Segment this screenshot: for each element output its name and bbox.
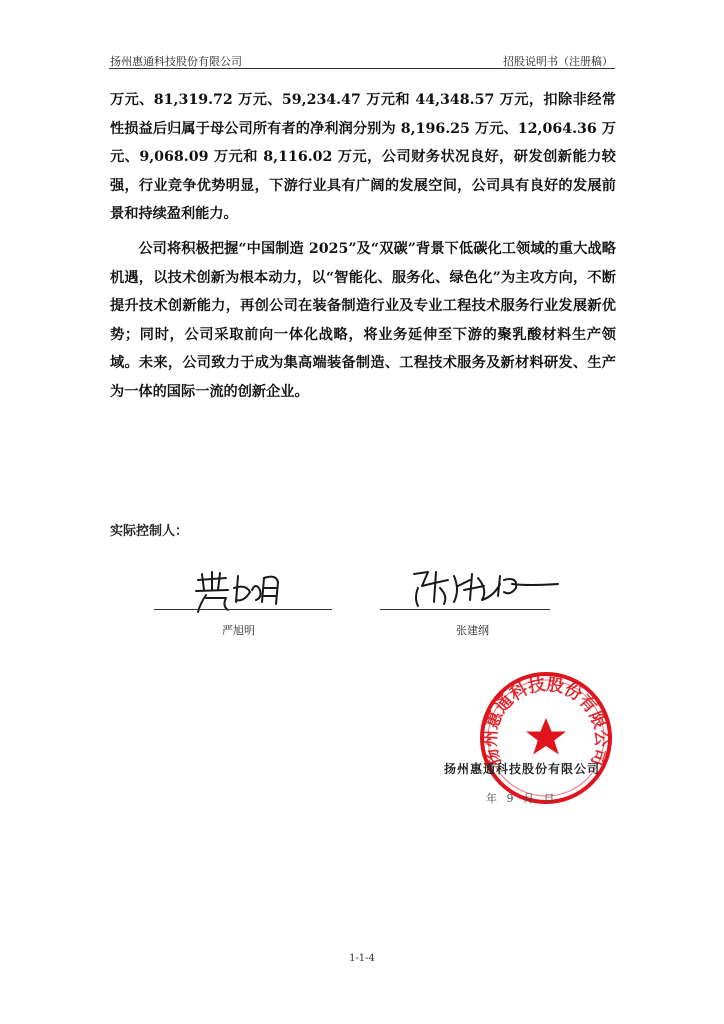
signature-2-handwriting — [408, 566, 568, 610]
company-name-line: 扬州惠通科技股份有限公司 — [444, 762, 601, 776]
seal-text: 扬州惠通科技股份有限公司 — [480, 674, 612, 769]
controller-label: 实际控制人： — [110, 524, 189, 539]
company-seal — [476, 668, 616, 808]
paragraph-1: 万元、81,319.72 万元、59,234.47 万元和 44,348.57 万元，扣除非经常性损益后归属于母公司所有者的净利润分别为 8,196.25 万元、12,064.36 万元、9,068.09 万元和 8,116.02 万元，公司财务状况良好，研发创新能力较强，行业竞争优势明显，下游行业具有广阔的发展空间，公司具有良好的发展前景和持续盈利能力。 — [110, 92, 616, 223]
body-text — [110, 86, 616, 407]
date-year-label: 年 — [486, 792, 497, 805]
date-month-label: 月 — [523, 792, 534, 805]
header-company: 扬州惠通科技股份有限公司 — [110, 55, 242, 68]
header-document-title: 招股说明书（注册稿） — [503, 55, 613, 68]
signature-2-name: 张建纲 — [456, 624, 489, 637]
page-number: 1-1-4 — [349, 953, 375, 964]
date-day-label: 日 — [543, 792, 555, 805]
date-month: 9 — [506, 792, 514, 805]
date-line — [486, 790, 561, 806]
paragraph-2: 公司将积极把握“中国制造 2025”及“双碳”背景下低碳化工领域的重大战略机遇，以技术创新为根本动力，以“智能化、服务化、绿色化”为主攻方向，不断提升技术创新能力，再创公司在装备制造行业及专业工程技术服务行业发展新优势；同时，公司采取前向一体化战略，将业务延伸至下游的聚乳酸材料生产领域。未来，公司致力于成为集高端装备制造、工程技术服务及新材料研发、生产为一体的国际一流的创新企业。 — [110, 240, 616, 400]
signature-1-name: 严旭明 — [222, 624, 255, 637]
signature-1-line — [154, 609, 332, 610]
header-divider — [109, 68, 615, 69]
signature-2-line — [380, 609, 550, 610]
